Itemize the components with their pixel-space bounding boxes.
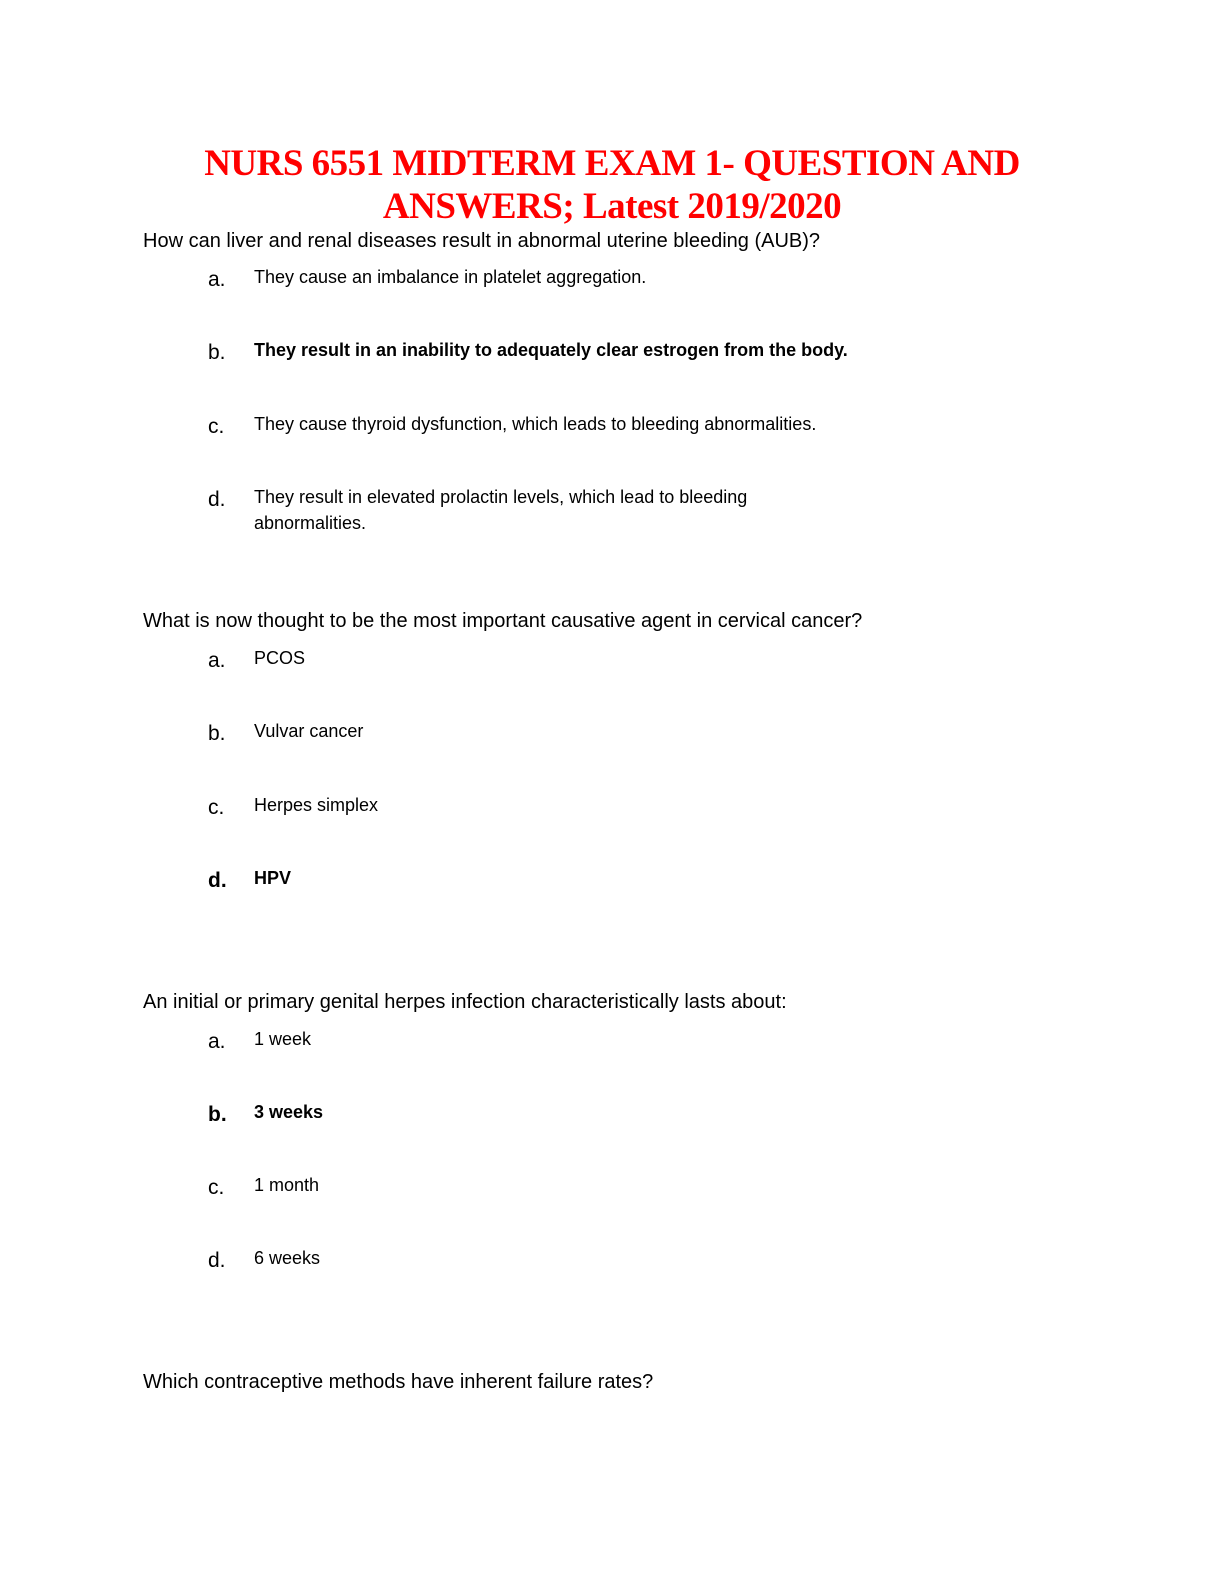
question-4-prompt: Which contraceptive methods have inherent failure rates? (143, 1371, 654, 1393)
title-line-1: NURS 6551 MIDTERM EXAM 1- QUESTION AND (204, 143, 1020, 184)
option-letter: a. (208, 1030, 226, 1053)
question-1-option-a (208, 264, 814, 293)
option-letter: b. (208, 722, 226, 745)
question-2-option-c (208, 792, 814, 821)
option-text: They cause thyroid dysfunction, which leads to bleeding abnormalities. (254, 414, 817, 434)
title-line-2: ANSWERS; Latest 2019/2020 (382, 186, 842, 227)
option-text: Herpes simplex (254, 795, 379, 815)
question-2-option-d (208, 865, 814, 894)
option-text: 6 weeks (254, 1248, 321, 1268)
option-letter: a. (208, 649, 226, 672)
option-text: 1 month (254, 1175, 320, 1195)
option-text: Vulvar cancer (254, 721, 364, 741)
question-3-option-c (208, 1172, 814, 1201)
option-text: They result in elevated prolactin levels, which lead to bleeding abnormalities. (254, 487, 748, 533)
document-title (0, 142, 1224, 228)
option-letter: c. (208, 796, 225, 819)
option-text-answer: They result in an inability to adequately clear estrogen from the body. (254, 340, 848, 360)
option-letter: d. (208, 1249, 226, 1272)
question-1-option-c (208, 411, 954, 440)
option-letter: d. (208, 488, 226, 511)
question-3-option-a (208, 1026, 814, 1055)
option-letter-answer: d. (208, 869, 227, 892)
question-3-prompt: An initial or primary genital herpes infection characteristically lasts about: (143, 991, 787, 1013)
question-2-prompt: What is now thought to be the most important causative agent in cervical cancer? (143, 610, 863, 632)
option-text-answer: HPV (254, 868, 292, 888)
option-letter: c. (208, 415, 225, 438)
option-text: They cause an imbalance in platelet aggregation. (254, 267, 647, 287)
option-letter-answer: b. (208, 1103, 227, 1126)
option-text-answer: 3 weeks (254, 1102, 324, 1122)
option-letter: a. (208, 268, 226, 291)
question-3-option-d (208, 1245, 814, 1274)
option-letter: c. (208, 1176, 225, 1199)
question-2-option-a (208, 645, 814, 674)
question-1-option-b (208, 337, 954, 366)
option-text: 1 week (254, 1029, 312, 1049)
question-1-option-d (208, 484, 814, 536)
question-3-option-b (208, 1099, 334, 1128)
question-2-option-b (208, 718, 814, 747)
option-text: PCOS (254, 648, 306, 668)
option-letter: b. (208, 341, 226, 364)
question-1-prompt: How can liver and renal diseases result in abnormal uterine bleeding (AUB)? (143, 230, 821, 252)
